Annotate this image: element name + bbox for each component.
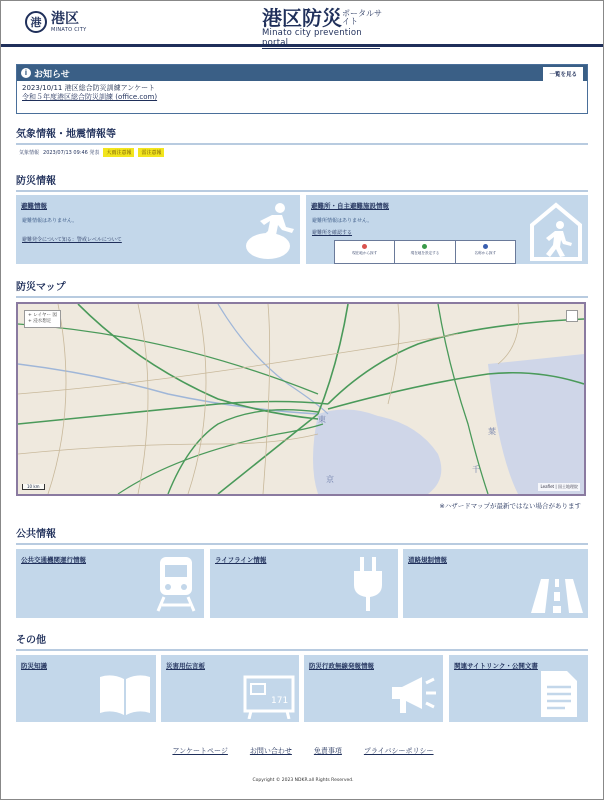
book-icon: [98, 673, 152, 717]
bosai-section-title: 防災情報: [16, 172, 588, 192]
lifeline-card-title[interactable]: ライフライン情報: [215, 556, 267, 564]
shelter-house-icon: [528, 201, 584, 261]
logo-en: MINATO CITY: [51, 26, 87, 33]
map-section-title: 防災マップ: [16, 278, 588, 298]
search-current-location-button[interactable]: [335, 241, 395, 263]
footer-link-contact[interactable]: お問い合わせ: [249, 747, 292, 755]
hazard-map[interactable]: [16, 302, 586, 496]
weather-label: 気象情報: [19, 150, 40, 156]
footer-links: [1, 746, 604, 756]
shelter-card-title[interactable]: 避難所・自主避難施設情報: [311, 202, 389, 210]
info-icon: i: [21, 68, 31, 78]
site-title-en: Minato city prevention portal: [262, 28, 380, 49]
map-label: 東: [318, 415, 326, 424]
radio-card[interactable]: [304, 655, 443, 722]
site-title[interactable]: [262, 7, 392, 49]
weather-info: [19, 148, 164, 157]
transit-card[interactable]: [16, 549, 204, 618]
logo-ja: 港区: [51, 10, 79, 27]
map-scale: 10 km: [22, 484, 45, 490]
footer-link-privacy[interactable]: プライバシーポリシー: [363, 747, 434, 755]
related-links-card[interactable]: [449, 655, 588, 722]
notice-heading: お知らせ: [34, 69, 70, 80]
road-card[interactable]: [403, 549, 588, 618]
plug-icon: [348, 555, 388, 613]
search-by-name-label: 名称から探す: [474, 251, 497, 255]
map-label: 千: [472, 465, 480, 474]
status-badge[interactable]: 雷注意報: [138, 148, 164, 157]
evacuation-card-title[interactable]: 避難情報: [21, 202, 47, 210]
public-section-title: 公共情報: [16, 525, 588, 545]
evacuation-runner-icon: [242, 199, 298, 261]
map-note: ※ハザードマップが最新ではない場合があります: [439, 502, 581, 510]
evacuation-card[interactable]: [16, 195, 300, 264]
road-icon: [531, 579, 583, 613]
document-icon: [537, 669, 581, 719]
copyright: Copyright © 2023 NDKR.all Rights Reserved.: [252, 778, 354, 783]
related-links-card-title[interactable]: 関連サイトリンク・公開文書: [454, 662, 538, 670]
knowledge-card[interactable]: [16, 655, 156, 722]
transit-card-title[interactable]: 公共交通機関運行情報: [21, 556, 86, 564]
weather-section-title: 気象情報・地震情報等: [16, 125, 588, 145]
map-attribution[interactable]: Leaflet | 国土地理院: [540, 484, 578, 489]
status-badge[interactable]: 大雨注意報: [103, 148, 134, 157]
weather-timestamp: 2023/07/13 09:46 発表: [43, 150, 100, 156]
site-header: [1, 1, 603, 47]
notice-line-1[interactable]: 2023/10/11 港区総合防災訓練アンケート: [22, 84, 156, 92]
shelter-check-link[interactable]: 避難所を確認する: [312, 230, 353, 236]
shelter-card-text: 避難所情報はありません。: [312, 218, 373, 224]
notice-body: [17, 81, 587, 105]
set-location-label: 現在地を設定する: [410, 251, 440, 255]
shelter-search-options: [334, 240, 516, 264]
evacuation-level-link[interactable]: 避難発令について知る：警戒レベルについて: [22, 237, 122, 243]
road-card-title[interactable]: 道路規制情報: [408, 556, 447, 564]
other-section-title: その他: [16, 631, 588, 651]
footer-link-survey[interactable]: アンケートページ: [172, 747, 228, 755]
message-board-icon: [243, 675, 295, 719]
message-board-card[interactable]: [161, 655, 299, 722]
evacuation-card-text: 避難情報はありません。: [22, 218, 78, 224]
notice-panel: [16, 64, 588, 114]
view-all-button[interactable]: 一覧を見る: [543, 67, 583, 81]
notice-link[interactable]: 令和５年度港区総合防災訓練 (office.com): [22, 93, 158, 101]
layer-option[interactable]: + レイヤー 図: [28, 313, 57, 318]
minato-emblem-icon: 港: [25, 11, 47, 33]
knowledge-card-title[interactable]: 防災知識: [21, 662, 47, 670]
search-current-location-label: 現在地から探す: [352, 251, 378, 255]
search-by-name-button[interactable]: [456, 241, 515, 263]
layers-icon[interactable]: [566, 310, 578, 322]
layer-control[interactable]: [24, 310, 61, 328]
layer-option[interactable]: + 浸水想定: [28, 319, 52, 324]
footer-link-disclaimer[interactable]: 免責事項: [313, 747, 342, 755]
map-label: 京: [326, 475, 334, 484]
notice-header: [17, 65, 587, 81]
lifeline-card[interactable]: [210, 549, 398, 618]
shelter-card[interactable]: [306, 195, 588, 264]
board-number: 171: [271, 696, 289, 706]
map-label: 葉: [488, 427, 496, 436]
megaphone-icon: [388, 673, 438, 717]
site-title-main: 港区防災: [262, 6, 342, 30]
message-board-card-title[interactable]: 災害用伝言板: [166, 662, 205, 670]
site-title-sub: ポータルサイト: [342, 9, 382, 26]
radio-card-title[interactable]: 防災行政無線発報情報: [309, 662, 374, 670]
minato-logo[interactable]: [25, 11, 87, 33]
map-canvas[interactable]: [18, 304, 584, 494]
train-icon: [154, 555, 198, 613]
set-location-button[interactable]: [395, 241, 455, 263]
